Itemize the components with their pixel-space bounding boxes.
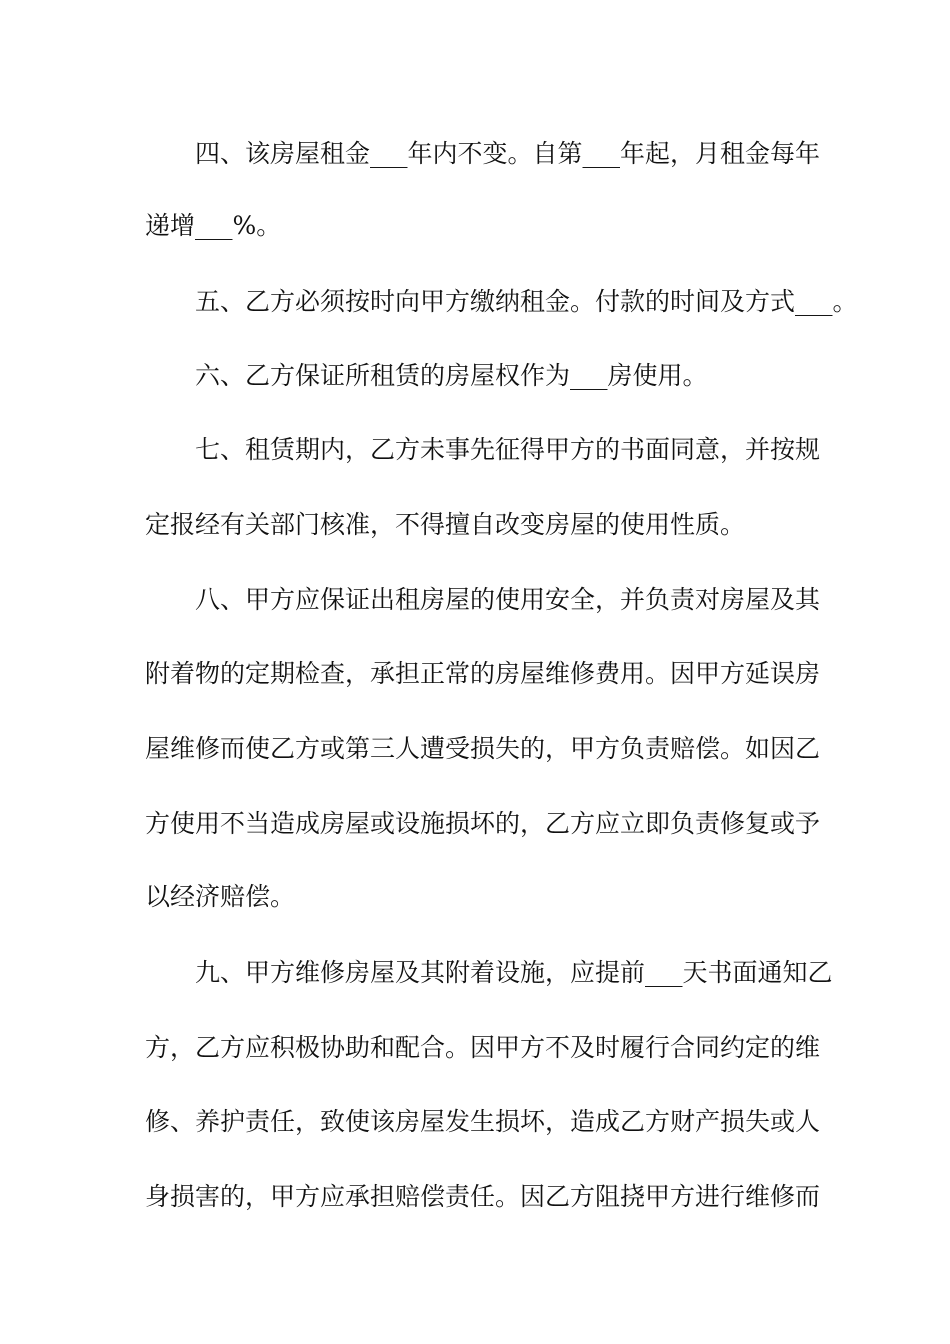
clause-8-line-3: 屋维修而使乙方或第三人遭受损失的，甲方负责赔偿。如因乙 [145,734,821,763]
clause-9-line-3: 修、养护责任，致使该房屋发生损坏，造成乙方财产损失或人 [145,1107,821,1136]
clause-8-line-4: 方使用不当造成房屋或设施损坏的，乙方应立即负责修复或予 [145,809,821,838]
clause-9-line-4: 身损害的，甲方应承担赔偿责任。因乙方阻挠甲方进行维修而 [145,1182,821,1211]
clause-4-line-1: 四、该房屋租金___年内不变。自第___年起，月租金每年 [195,139,821,168]
clause-8-line-5: 以经济赔偿。 [145,882,296,911]
clause-4-line-2: 递增___%。 [145,211,282,240]
clause-5-line-1: 五、乙方必须按时向甲方缴纳租金。付款的时间及方式___。 [195,287,858,316]
clause-8-line-2: 附着物的定期检查，承担正常的房屋维修费用。因甲方延误房 [145,659,821,688]
clause-8-line-1: 八、甲方应保证出租房屋的使用安全，并负责对房屋及其 [195,585,821,614]
clause-9-line-1: 九、甲方维修房屋及其附着设施，应提前___天书面通知乙 [195,958,833,987]
clause-7-line-1: 七、租赁期内，乙方未事先征得甲方的书面同意，并按规 [195,435,821,464]
clause-7-line-2: 定报经有关部门核准，不得擅自改变房屋的使用性质。 [145,510,746,539]
clause-6-line-1: 六、乙方保证所租赁的房屋权作为___房使用。 [195,361,708,390]
clause-9-line-2: 方，乙方应积极协助和配合。因甲方不及时履行合同约定的维 [145,1033,821,1062]
